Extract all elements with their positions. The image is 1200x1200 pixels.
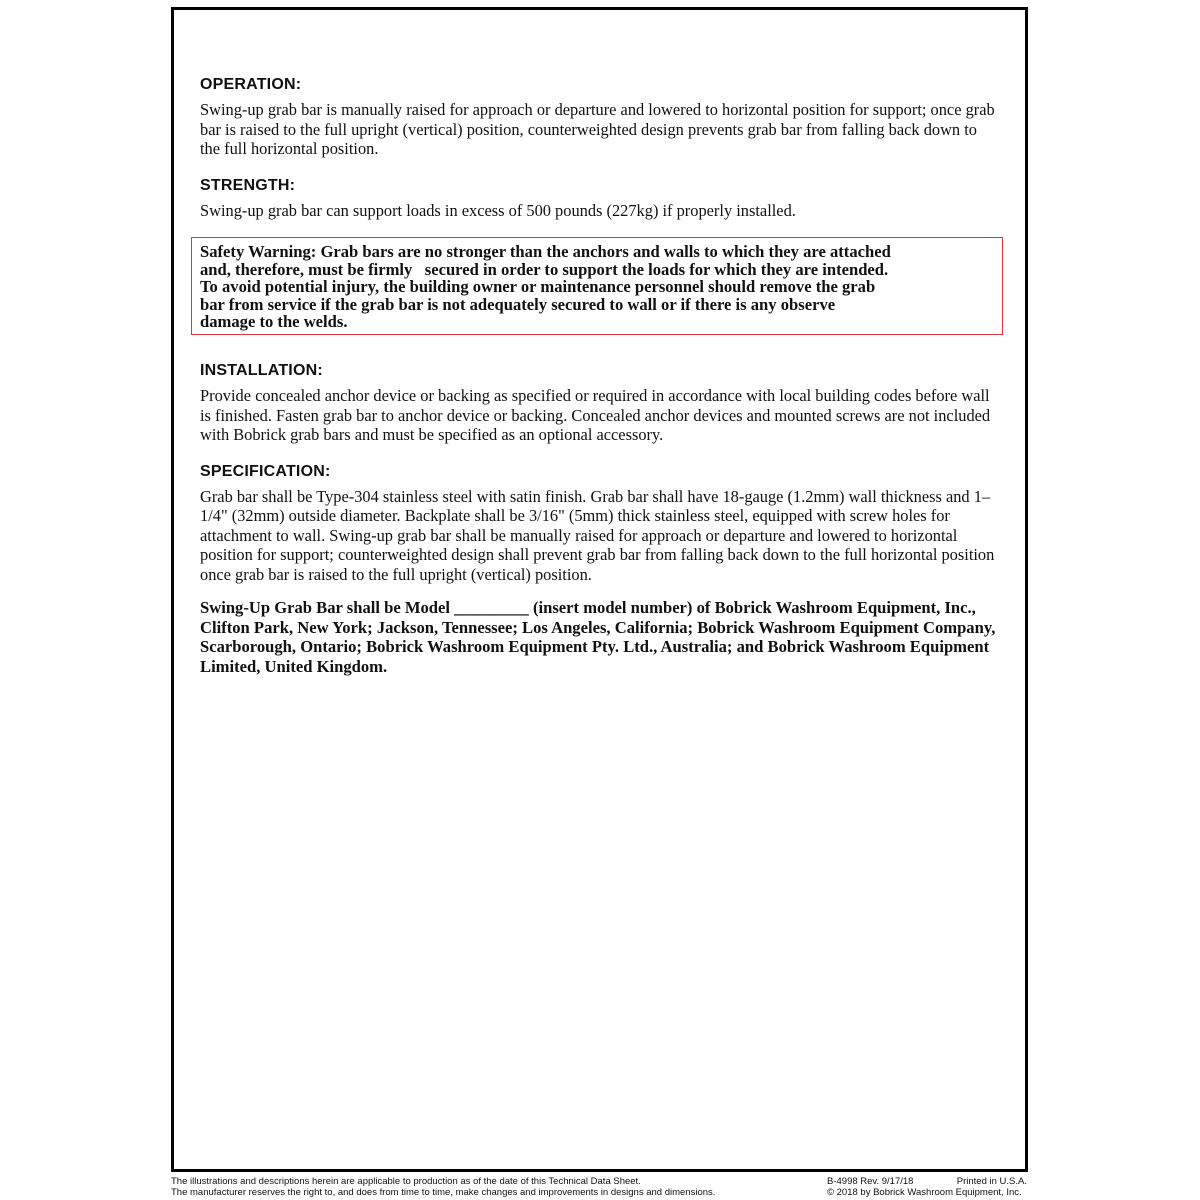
footer-doc-row bbox=[827, 1176, 1027, 1187]
copyright: © 2018 by Bobrick Washroom Equipment, Inc. bbox=[827, 1187, 1022, 1198]
installation-section bbox=[200, 362, 1000, 445]
footer-disclaimer bbox=[171, 1176, 791, 1198]
footer-disclaimer-line: The manufacturer reserves the right to, and does from time to time, make changes and improvements in designs and dimensions. bbox=[171, 1187, 716, 1198]
installation-body: Provide concealed anchor device or backing as specified or required in accordance with local building codes before wall is finished. Fasten grab bar to anchor device or backing. Concealed anchor devices and mounted screws are not included with Bobrick grab bars and must be specified as an optional accessory. bbox=[200, 386, 991, 444]
operation-body: Swing-up grab bar is manually raised for approach or departure and lowered to horizontal position for support; once grab bar is raised to the full upright (vertical) position, counterweighted design prevents grab bar from falling back down to the full horizontal position. bbox=[200, 100, 995, 158]
installation-heading: INSTALLATION: bbox=[200, 362, 323, 379]
strength-heading: STRENGTH: bbox=[200, 176, 296, 194]
printed-location: Printed in U.S.A. bbox=[956, 1176, 1027, 1187]
document-content bbox=[200, 76, 1000, 220]
operation-section bbox=[200, 76, 1000, 159]
safety-warning-line: damage to the welds. bbox=[200, 312, 348, 332]
safety-warning-line: To avoid potential injury, the building owner or maintenance personnel should remove the grab bbox=[200, 277, 876, 297]
document-number: B-4998 Rev. 9/17/18 bbox=[827, 1176, 914, 1187]
safety-warning-text bbox=[200, 243, 1000, 331]
strength-section bbox=[200, 177, 1000, 221]
safety-warning-box bbox=[191, 237, 1003, 335]
safety-warning-line: bar from service if the grab bar is not adequately secured to wall or if there is any observe bbox=[200, 294, 836, 314]
footer-disclaimer-line: The illustrations and descriptions herein are applicable to production as of the date of this Technical Data Sheet. bbox=[171, 1176, 641, 1187]
document-content-lower bbox=[200, 362, 1000, 676]
strength-body: Swing-up grab bar can support loads in excess of 500 pounds (227kg) if properly installed. bbox=[200, 200, 796, 220]
safety-warning-line: and, therefore, must be firmly secured in order to support the loads for which they are intended. bbox=[200, 259, 889, 279]
footer-document-info bbox=[827, 1176, 1027, 1198]
model-statement: Swing-Up Grab Bar shall be Model _________ (insert model number) of Bobrick Washroom Equipment, Inc., Clifton Park, New York; Jackson, Tennessee; Los Angeles, California; Bobrick Washroom Equipment Company, Scarborough, Ontario; Bobrick Washroom Equipment Pty. Ltd., Australia; and Bobrick Washroom Equipment Limited, United Kingdom. bbox=[200, 598, 996, 676]
specification-section bbox=[200, 463, 1000, 585]
specification-heading: SPECIFICATION: bbox=[200, 462, 331, 480]
specification-body: Grab bar shall be Type-304 stainless steel with satin finish. Grab bar shall have 18-gauge (1.2mm) wall thickness and 1–1/4" (32mm) outside diameter. Backplate shall be 3/16" (5mm) thick stainless steel, equipped with screw holes for attachment to wall. Swing-up grab bar shall be manually raised for approach or departure and lowered to horizontal position for support; counterweighted design shall prevent grab bar from falling back down to the full horizontal position once grab bar is raised to the full upright (vertical) position. bbox=[200, 486, 995, 584]
safety-warning-line: Safety Warning: Grab bars are no stronger than the anchors and walls to which they are attached bbox=[200, 242, 891, 261]
operation-heading: OPERATION: bbox=[200, 76, 302, 93]
